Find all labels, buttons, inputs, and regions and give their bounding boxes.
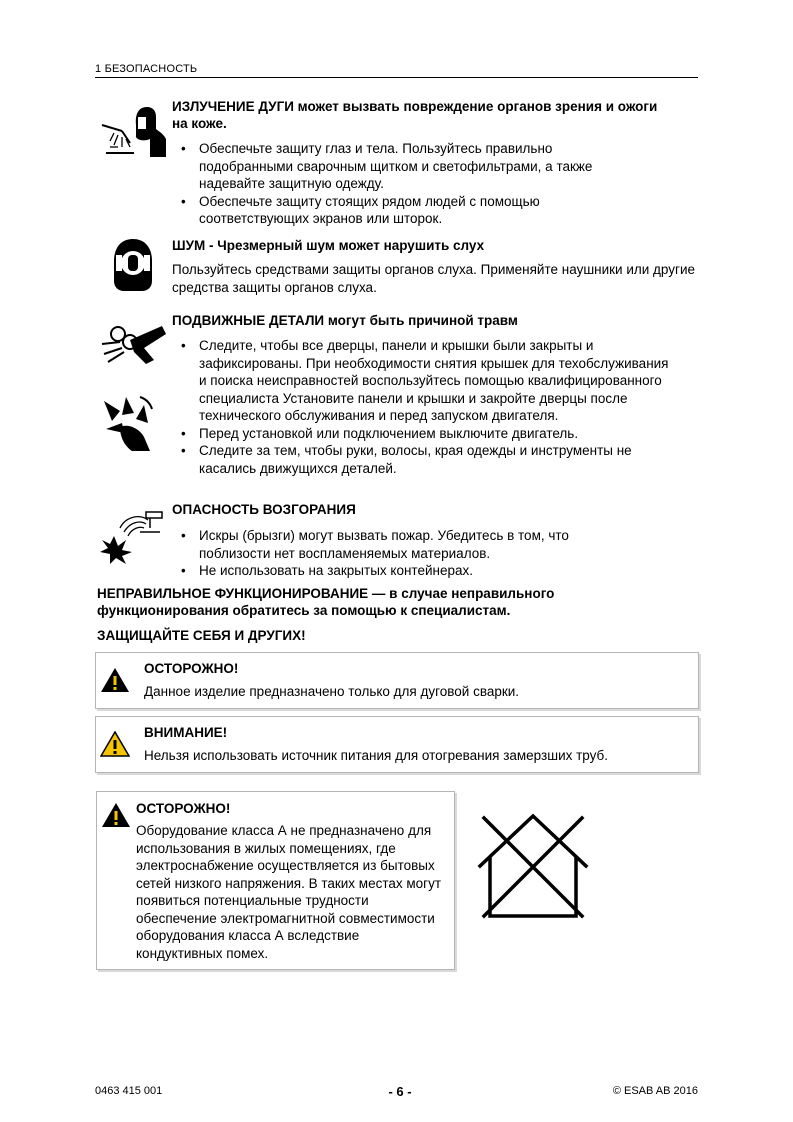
noise-hearing-protection-icon bbox=[110, 237, 156, 293]
list-item: • Обеспечьте защиту стоящих рядом людей с помощью соответствующих экранов или шторок. bbox=[172, 193, 642, 228]
caution-box bbox=[95, 716, 699, 773]
page-number: - 6 - bbox=[388, 1084, 412, 1099]
noise-text: Пользуйтесь средствами защиты органов слуха. Применяйте наушники или другие средства защиты органов слуха. bbox=[172, 262, 696, 295]
arc-bullets bbox=[172, 140, 642, 228]
fire-bullets bbox=[172, 527, 642, 580]
class-a-warning-box bbox=[96, 791, 455, 970]
protect-notice: ЗАЩИЩАЙТЕ СЕБЯ И ДРУГИХ! bbox=[97, 628, 306, 643]
class-a-warning-text: Оборудование класса А не предназначено для использования в жилых помещениях, где электроснабжение осуществляется из бытовых сетей низкого напряжения. В таких местах могут появиться потенциальные трудности обеспечение электромагнитной совместимости оборудования класса А вследствие кондуктивных помех. bbox=[136, 823, 442, 961]
caution-title: ВНИМАНИЕ! bbox=[144, 725, 228, 740]
copyright: © ESAB AB 2016 bbox=[612, 1085, 698, 1097]
moving-bullets bbox=[172, 337, 677, 477]
header-rule bbox=[95, 77, 698, 78]
arc-title: ИЗЛУЧЕНИЕ ДУГИ может вызвать повреждение органов зрения и ожоги на коже. bbox=[172, 99, 658, 131]
warning-title: ОСТОРОЖНО! bbox=[144, 661, 239, 676]
caution-triangle-icon bbox=[100, 731, 130, 757]
warning-box bbox=[95, 652, 699, 709]
fire-title: ОПАСНОСТЬ ВОЗГОРАНИЯ bbox=[172, 502, 356, 517]
moving-title: ПОДВИЖНЫЕ ДЕТАЛИ могут быть причиной травм bbox=[172, 313, 518, 328]
list-item: • Перед установкой или подключением выключите двигатель. bbox=[172, 425, 677, 443]
warning-triangle-icon bbox=[101, 802, 131, 828]
list-item: • Искры (брызги) могут вызвать пожар. Убедитесь в том, что поблизости нет воспламеняемых материалов. bbox=[172, 527, 642, 562]
arc-radiation-icon bbox=[100, 103, 166, 159]
crossed-house-icon bbox=[476, 812, 590, 920]
doc-number: 0463 415 001 bbox=[95, 1085, 163, 1097]
warning-text: Данное изделие предназначено только для дуговой сварки. bbox=[144, 684, 520, 699]
class-a-warning-title: ОСТОРОЖНО! bbox=[136, 801, 231, 816]
noise-title: ШУМ - Чрезмерный шум может нарушить слух bbox=[172, 238, 485, 253]
caution-text: Нельзя использовать источник питания для отогревания замерзших труб. bbox=[144, 748, 609, 763]
list-item: • Обеспечьте защиту глаз и тела. Пользуйтесь правильно подобранными сварочным щитком и светофильтрами, а также надевайте защитную одежду. bbox=[172, 140, 642, 193]
moving-parts-gears-icon bbox=[100, 320, 166, 366]
fire-hazard-icon bbox=[100, 508, 166, 564]
list-item: • Следите, чтобы все дверцы, панели и крышки были закрыты и зафиксированы. При необходимости снятия крышек для техобслуживания и поиска неисправностей воспользуйтесь помощью квалифицированного специалиста Установите панели и крышки и закройте дверцы после технического обслуживания и перед запуском двигателя. bbox=[172, 337, 677, 425]
warning-triangle-icon bbox=[100, 667, 130, 693]
list-item: • Следите за тем, чтобы руки, волосы, края одежды и инструменты не касались движущихся деталей. bbox=[172, 442, 677, 477]
moving-parts-fan-hand-icon bbox=[100, 393, 156, 453]
section-header: 1 БЕЗОПАСНОСТЬ bbox=[95, 63, 198, 75]
list-item: • Не использовать на закрытых контейнерах. bbox=[172, 562, 642, 580]
malfunction-notice: НЕПРАВИЛЬНОЕ ФУНКЦИОНИРОВАНИЕ — в случае неправильного функционирования обратитесь за помощью к специалистам. bbox=[97, 586, 555, 618]
